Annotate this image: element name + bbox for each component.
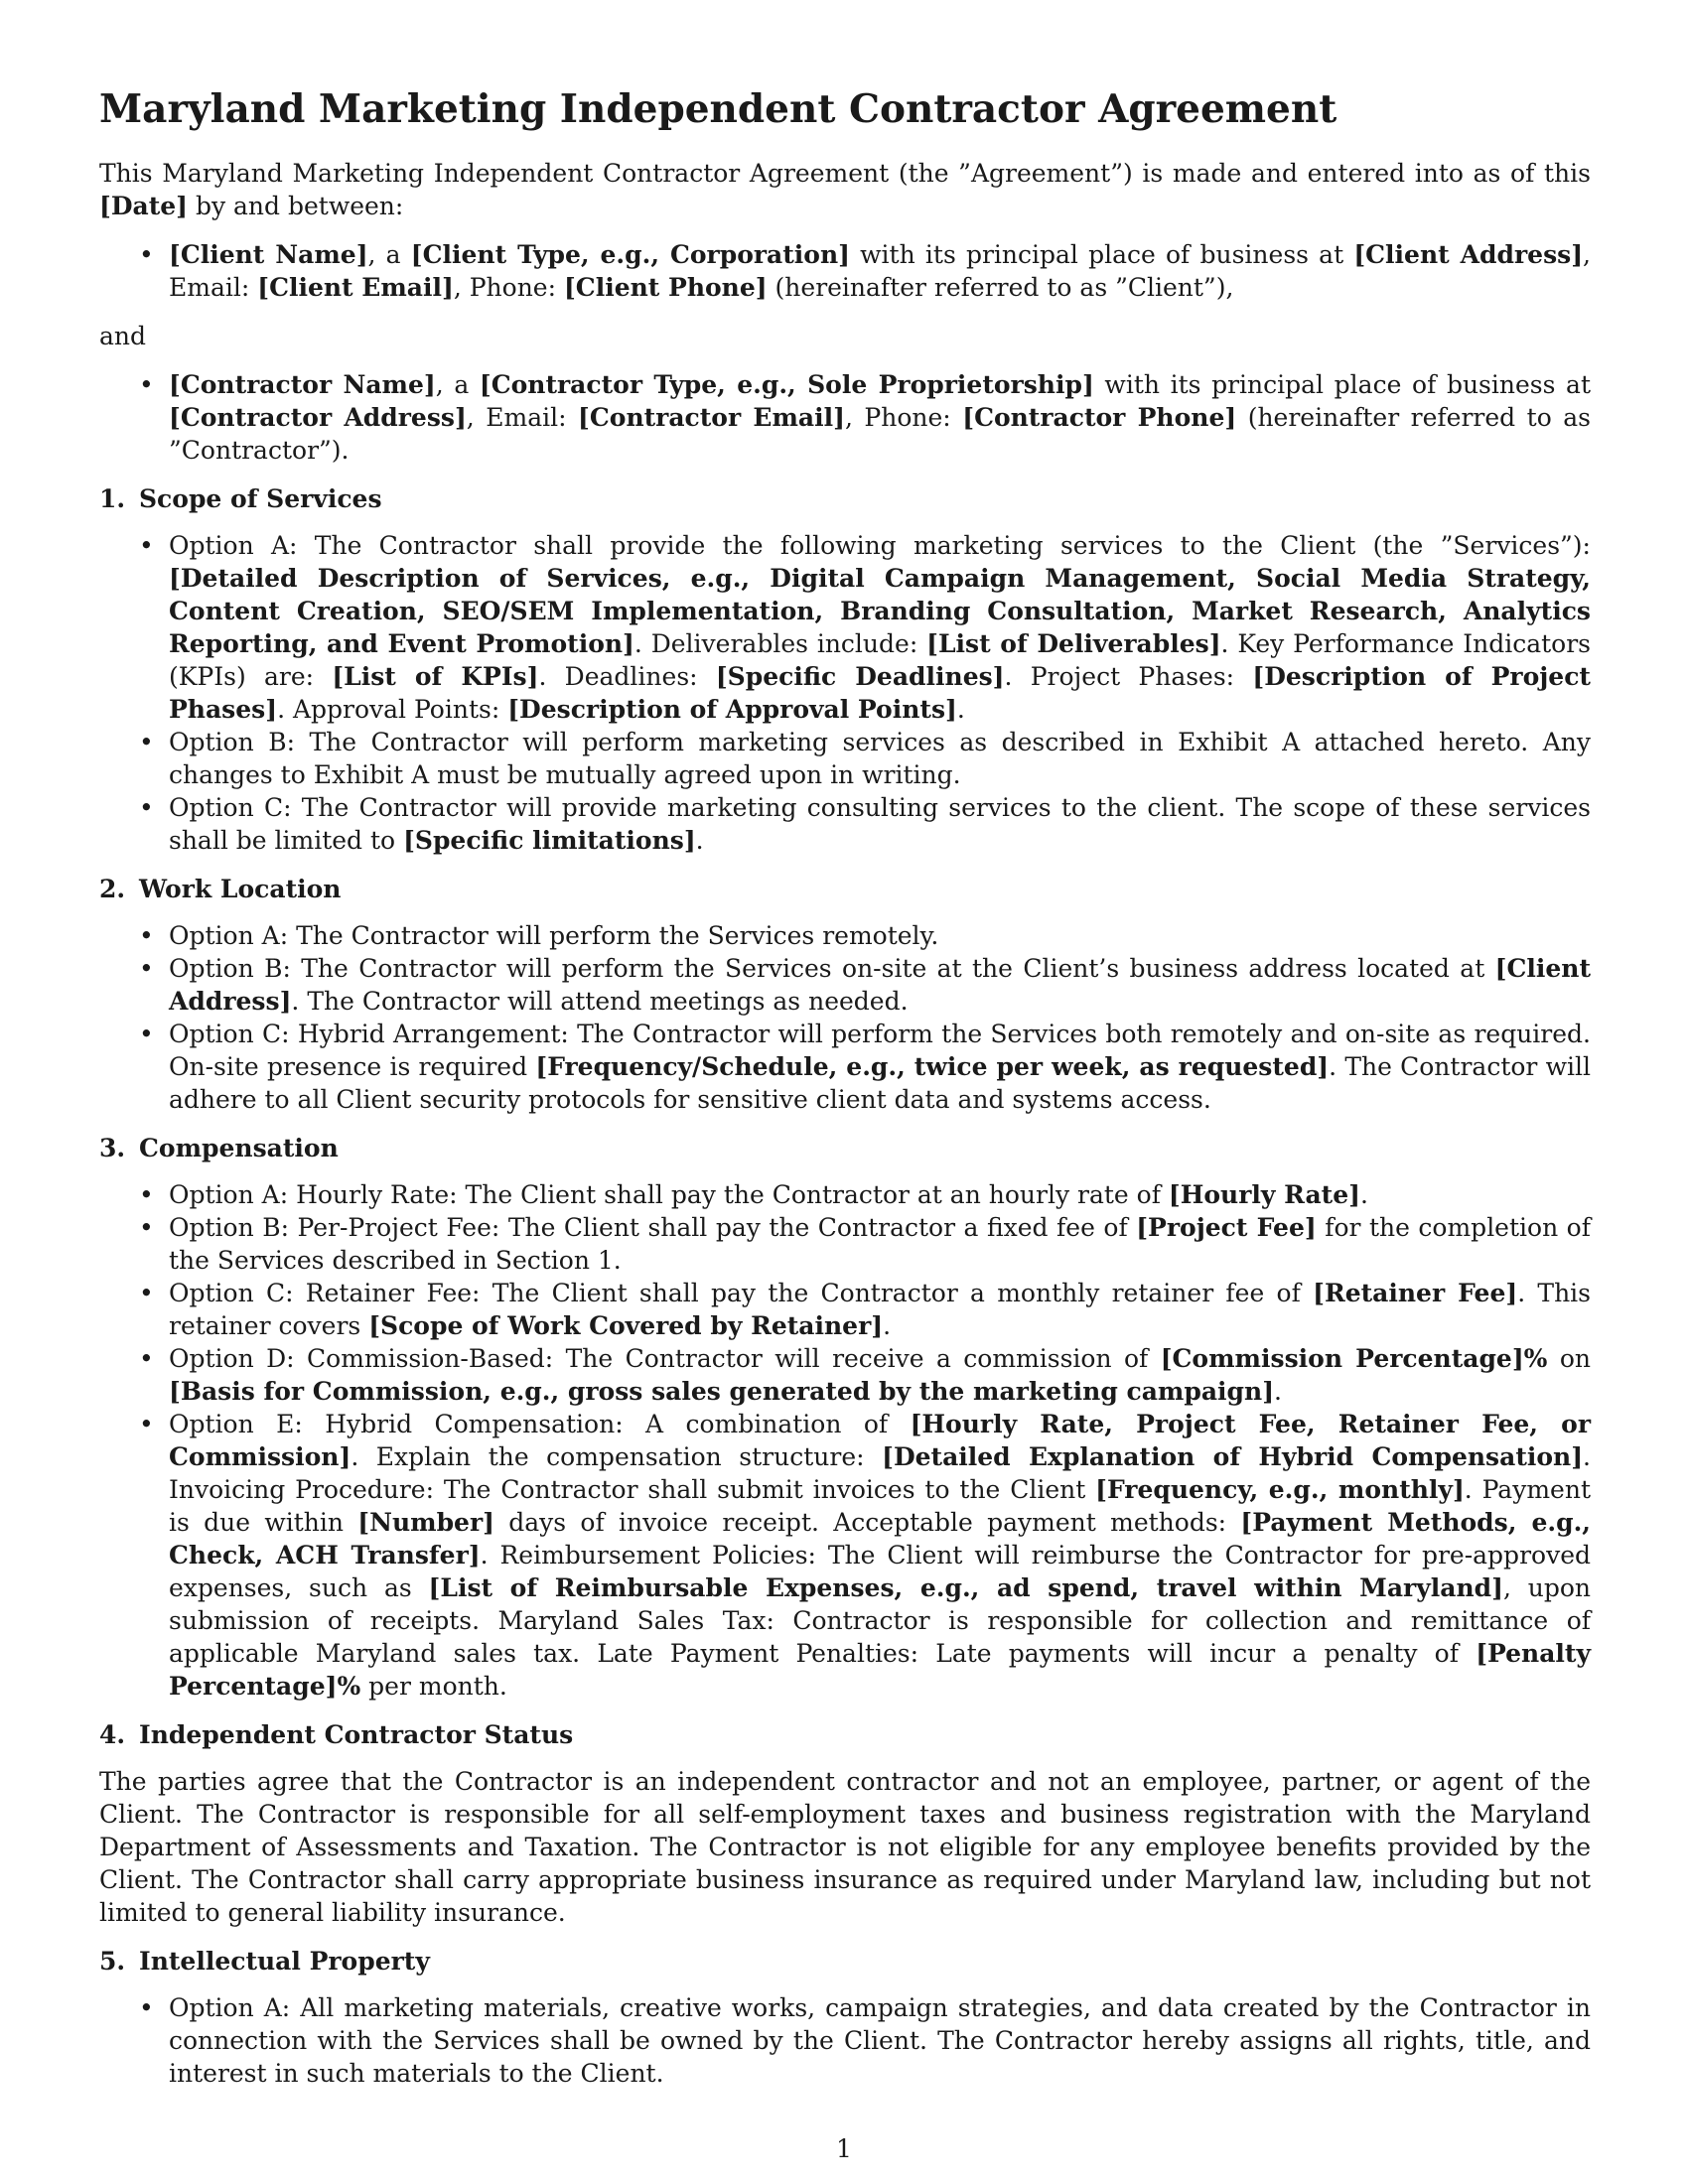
scope-option-a: • Option A: The Contractor shall provide the following marketing services to the Client (the ”Services”): [Detailed Description of Services, e.g., Digital Campaign Management, Social Media Strategy, Content Creation, SEO/SEM Implementation, Branding Consultation, Market Research, Analytics Reporting, and Event Promotion]. Deliverables include: [List of Deliverables]. Key Performance Indicators (KPIs) are: [List of KPIs]. Deadlines: [Specific Deadlines]. Project Phases: [Description of Project Phases]. Approval Points: [Description of Approval Points]. <box>169 529 1591 726</box>
work-location-option-c: • Option C: Hybrid Arrangement: The Contractor will perform the Services both remotely and on-site as required. On-site presence is required [Frequency/Schedule, e.g., twice per week, as requested]. The Contractor will adhere to all Client security protocols for sensitive client data and systems access. <box>169 1018 1591 1116</box>
ip-option-a: • Option A: All marketing materials, creative works, campaign strategies, and data created by the Contractor in connection with the Services shall be owned by the Client. The Contractor hereby assigns all rights, title, and interest in such materials to the Client. <box>169 1991 1591 2090</box>
compensation-options-list <box>99 1178 1591 1703</box>
contractor-party-list <box>99 368 1591 467</box>
placeholder-date: [Date] <box>99 192 188 220</box>
client-party-list <box>99 238 1591 304</box>
compensation-option-c: • Option C: Retainer Fee: The Client shall pay the Contractor a monthly retainer fee of [Retainer Fee]. This retainer covers [Scope of Work Covered by Retainer]. <box>169 1277 1591 1342</box>
work-location-option-b: • Option B: The Contractor will perform the Services on-site at the Client’s business address located at [Client Address]. The Contractor will attend meetings as needed. <box>169 952 1591 1018</box>
ip-options-list <box>99 1991 1591 2090</box>
and-text: and <box>99 322 147 350</box>
placeholder-contractor-address: [Contractor Address] <box>169 403 467 432</box>
compensation-option-b: • Option B: Per-Project Fee: The Client shall pay the Contractor a fixed fee of [Project Fee] for the completion of the Services described in Section 1. <box>169 1211 1591 1277</box>
scope-options-list <box>99 529 1591 857</box>
contractor-party-item: • [Contractor Name], a [Contractor Type, e.g., Sole Proprietorship] with its principal place of business at [Contractor Address], Email: [Contractor Email], Phone: [Contractor Phone] (hereinafter referred to as ”Contractor”). <box>169 368 1591 467</box>
placeholder-contractor-type: [Contractor Type, e.g., Sole Proprietorship] <box>479 370 1094 399</box>
work-location-option-a: • Option A: The Contractor will perform the Services remotely. <box>169 919 1591 952</box>
intro-paragraph: This Maryland Marketing Independent Contractor Agreement (the ”Agreement”) is made and entered into as of this [Date] by and between: <box>99 159 1591 220</box>
section-heading-contractor-status: 4. Independent Contractor Status <box>99 1720 574 1749</box>
compensation-option-a: • Option A: Hourly Rate: The Client shall pay the Contractor at an hourly rate of [Hourly Rate]. <box>169 1178 1591 1211</box>
placeholder-contractor-email: [Contractor Email] <box>578 403 845 432</box>
placeholder-contractor-name: [Contractor Name] <box>169 370 436 399</box>
section-heading-compensation: 3. Compensation <box>99 1134 339 1162</box>
document-title: Maryland Marketing Independent Contractor Agreement <box>99 86 1337 132</box>
compensation-option-e: • Option E: Hybrid Compensation: A combination of [Hourly Rate, Project Fee, Retainer Fee, or Commission]. Explain the compensation structure: [Detailed Explanation of Hybrid Compensation]. Invoicing Procedure: The Contractor shall submit invoices to the Client [Frequency, e.g., monthly]. Payment is due within [Number] days of invoice receipt. Acceptable payment methods: [Payment Methods, e.g., Check, ACH Transfer]. Reimbursement Policies: The Client will reimburse the Contractor for pre-approved expenses, such as [List of Reimbursable Expenses, e.g., ad spend, travel within Maryland], upon submission of receipts. Maryland Sales Tax: Contractor is responsible for collection and remittance of applicable Maryland sales tax. Late Payment Penalties: Late payments will incur a penalty of [Penalty Percentage]% per month. <box>169 1408 1591 1703</box>
section-heading-work-location: 2. Work Location <box>99 875 342 903</box>
placeholder-client-email: [Client Email] <box>257 273 454 302</box>
placeholder-client-phone: [Client Phone] <box>563 273 768 302</box>
section-heading-intellectual-property: 5. Intellectual Property <box>99 1947 430 1976</box>
placeholder-client-type: [Client Type, e.g., Corporation] <box>410 240 850 269</box>
page-number: 1 <box>836 2134 852 2163</box>
scope-option-c: • Option C: The Contractor will provide marketing consulting services to the client. The scope of these services shall be limited to [Specific limitations]. <box>169 791 1591 857</box>
placeholder-client-name: [Client Name] <box>169 240 368 269</box>
document-page <box>99 85 1591 2106</box>
compensation-option-d: • Option D: Commission-Based: The Contractor will receive a commission of [Commission Percentage]% on [Basis for Commission, e.g., gross sales generated by the marketing campaign]. <box>169 1342 1591 1408</box>
contractor-status-paragraph: The parties agree that the Contractor is an independent contractor and not an employee, partner, or agent of the Client. The Contractor is responsible for all self-employment taxes and business registration with the Maryland Department of Assessments and Taxation. The Contractor is not eligible for any employee benefits provided by the Client. The Contractor shall carry appropriate business insurance as required under Maryland law, including but not limited to general liability insurance. <box>99 1767 1591 1927</box>
scope-option-b: • Option B: The Contractor will perform marketing services as described in Exhibit A attached hereto. Any changes to Exhibit A must be mutually agreed upon in writing. <box>169 726 1591 791</box>
placeholder-contractor-phone: [Contractor Phone] <box>962 403 1237 432</box>
placeholder-client-address: [Client Address] <box>1353 240 1584 269</box>
client-party-item: • [Client Name], a [Client Type, e.g., Corporation] with its principal place of business at [Client Address], Email: [Client Email], Phone: [Client Phone] (hereinafter referred to as ”Client”), <box>169 238 1591 304</box>
work-location-options-list <box>99 919 1591 1116</box>
section-heading-scope: 1. Scope of Services <box>99 484 382 513</box>
